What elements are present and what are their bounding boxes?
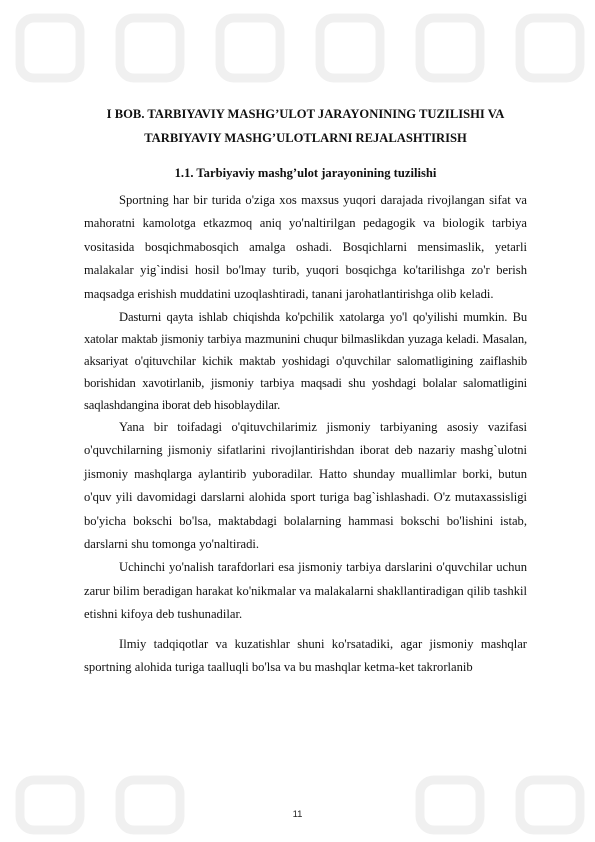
paragraph-1: Sportning har bir turida o'ziga xos maxsus yuqori darajada rivojlangan sifat va mahoratni kamolotga etkazmoq aniq yo'naltirilgan pedagogik va biologik tarbiya vositasida bosqichmabosqich amalga oshadi. Bosqichlarni mensimaslik, yetarli malakalar yig`indisi hosil bo'lmay turib, yuqori bosqichga ko'tarilishga zo'r berish maqsadga erishish muddatini uzoqlashtiradi, tanani jarohatlantirishga olib keladi. [84, 193, 527, 301]
paragraph-4: Uchinchi yo'nalish tarafdorlari esa jismoniy tarbiya darslarini o'quvchilar uchun zarur bilim beradigan harakat ko'nikmalar va malakalarni shakllantiradigan qilib tashkil etishni kifoya deb tushunadilar. [84, 560, 527, 622]
paragraph-3: Yana bir toifadagi o'qituvchilarimiz jismoniy tarbiyaning asosiy vazifasi o'quvchilarning jismoniy sifatlarini rivojlantirishdan iborat deb nazariy mashg`ulotni jismoniy mashqlarga aylantirib yuboradilar. Hatto shunday muallimlar borki, butun o'quv yili davomidagi darslarni alohida sport turiga bag`ishlashadi. O'z mutaxassisligi bo'yicha bokschi bo'lsa, maktabdagi bolalarning hammasi bokschi bo'lishini istab, darslarni shu tomonga yo'naltiradi. [84, 420, 527, 552]
section-title: 1.1. Tarbiyaviy mashg’ulot jarayonining tuzilishi [174, 166, 437, 180]
paragraph-5: Ilmiy tadqiqotlar va kuzatishlar shuni ko'rsatadiki, agar jismoniy mashqlar sportning alohida turiga taalluqli bo'lsa va bu mashqlar ketma-ket takrorlanib [84, 636, 527, 675]
paragraph-2: Dasturni qayta ishlab chiqishda ko'pchilik xatolarga yo'l qo'yilishi mumkin. Bu xatolar maktab jismoniy tarbiya mazmunini chuqur bilmaslikdan yuzaga keladi. Masalan, aksariyat o'qituvchilar kichik maktab yoshidagi o'quvchilar salomatligining zaiflashib borishidan xavotirlanib, jismoniy tarbiya maqsadi shu yoshdagi bolalar salomatligini saqlashdangina iborat deb hisoblaydilar. [84, 310, 527, 413]
document-page [84, 102, 527, 680]
chapter-title: I BOB. TARBIYAVIY MASHG’ULOT JARAYONINING TUZILISHI VA TARBIYAVIY MASHG’ULOTLARNI REJALASHTIRISH [106, 107, 505, 145]
page-number: 11 [292, 809, 303, 820]
